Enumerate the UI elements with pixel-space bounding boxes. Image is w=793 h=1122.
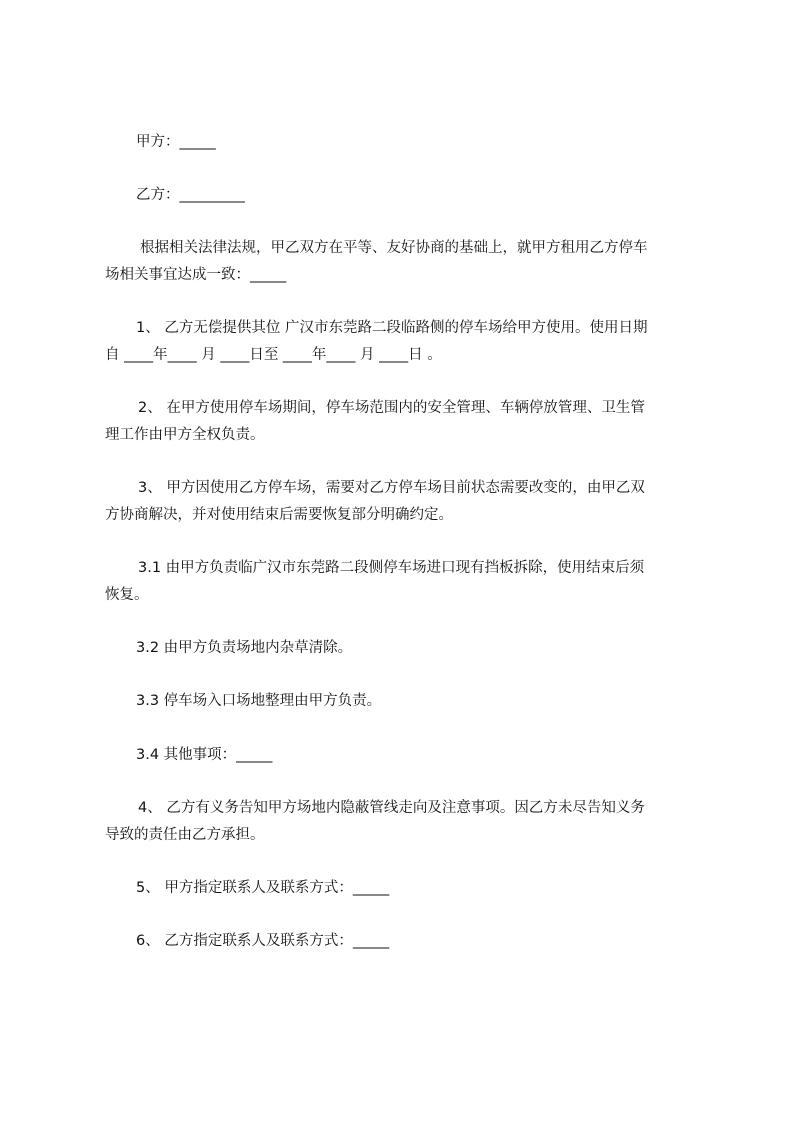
party-b-line: 乙方：_________ (136, 187, 245, 203)
clause-4-line-1: 4、 乙方有义务告知甲方场地内隐蔽管线走向及注意事项。因乙方未尽告知义务 (138, 800, 645, 816)
clause-4-line-2: 导致的责任由乙方承担。 (105, 827, 265, 843)
clause-1-line-1: 1、 乙方无偿提供其位 广汉市东莞路二段临路侧的停车场给甲方使用。使用日期 (136, 320, 648, 336)
clause-2-line-1: 2、 在甲方使用停车场期间，停车场范围内的安全管理、车辆停放管理、卫生管 (138, 400, 645, 416)
clause-3-4-line: 3.4 其他事项：_____ (136, 747, 273, 763)
clause-5-line: 5、 甲方指定联系人及联系方式：_____ (136, 880, 390, 896)
clause-1-line-2: 自 ____年____ 月 ____日至 ____年____ 月 ____日 。 (105, 347, 442, 363)
intro-line-1: 根据相关法律法规，甲乙双方在平等、友好协商的基础上，就甲方租用乙方停车 (140, 240, 648, 256)
clause-3-line-1: 3、 甲方因使用乙方停车场，需要对乙方停车场目前状态需要改变的，由甲乙双 (138, 480, 645, 496)
clause-3-1-line-1: 3.1 由甲方负责临广汉市东莞路二段侧停车场进口现有挡板拆除，使用结束后须 (138, 560, 645, 576)
clause-3-1-line-2: 恢复。 (105, 587, 149, 603)
clause-6-line: 6、 乙方指定联系人及联系方式：_____ (136, 933, 390, 949)
party-a-line: 甲方：_____ (136, 134, 216, 150)
clause-3-3-line: 3.3 停车场入口场地整理由甲方负责。 (136, 693, 382, 709)
clause-3-line-2: 方协商解决，并对使用结束后需要恢复部分明确约定。 (105, 507, 453, 523)
clause-2-line-2: 理工作由甲方全权负责。 (105, 427, 265, 443)
intro-line-2: 场相关事宜达成一致：_____ (105, 267, 287, 283)
clause-3-2-line: 3.2 由甲方负责场地内杂草清除。 (136, 640, 353, 656)
